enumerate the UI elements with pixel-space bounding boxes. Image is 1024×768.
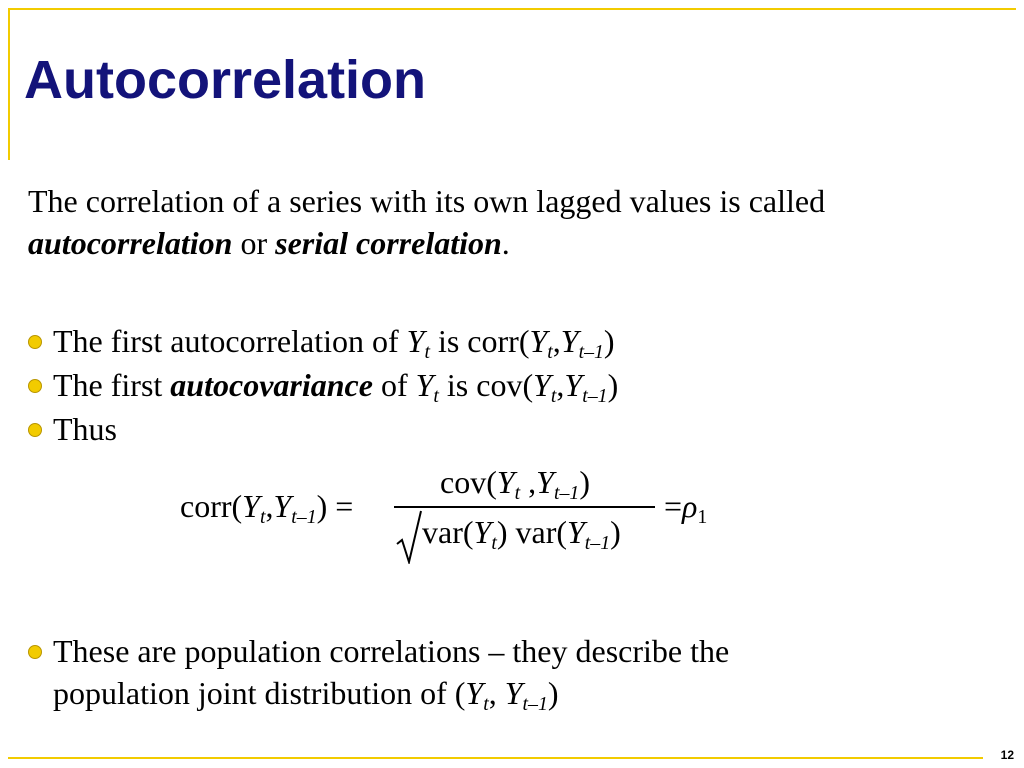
formula-numerator: $cov(Y_t$ $,Y_{t-1}$)	[440, 464, 590, 504]
bullet-thus: Thus	[28, 408, 117, 450]
intro-paragraph	[28, 180, 988, 264]
formula-rhs: $=\rho_1$	[664, 488, 708, 528]
square-root-icon	[396, 510, 422, 564]
autocorrelation-formula	[180, 464, 740, 564]
formula-lhs: $corr(Y_t,Y_{t-1})$ =	[180, 488, 354, 528]
bullet-population-correlations: These are population correlations – they describe the population joint distribution of ($Y_t$, $Y_{t-1}$)	[28, 630, 968, 714]
intro-end: .	[501, 225, 510, 261]
slide-title: Autocorrelation	[24, 50, 427, 110]
bullet-dot-icon	[28, 645, 42, 659]
fraction-bar	[394, 506, 655, 508]
bullet-first-autocovariance: The first autocovariance of $Y_t$ is $cov(Y_t,Y_{t-1})$	[28, 364, 618, 406]
side-rule	[8, 8, 10, 160]
bullet-dot-icon	[28, 379, 42, 393]
formula-denominator: $var(Y_t)$ $var(Y_{t-1})$	[422, 514, 621, 554]
page-number: 12	[1000, 748, 1014, 762]
bullet-first-autocorrelation: The first autocorrelation of $Y_t$ is $corr(Y_t,Y_{t-1})$	[28, 320, 615, 362]
intro-lead: The correlation of a series with its own lagged values is called	[28, 183, 826, 219]
term-autocovariance: autocovariance	[170, 367, 373, 403]
bottom-rule	[8, 757, 983, 759]
term-serial-correlation: serial correlation	[275, 225, 502, 261]
top-rule	[8, 8, 1016, 10]
bullet-dot-icon	[28, 423, 42, 437]
term-autocorrelation: autocorrelation	[28, 225, 233, 261]
intro-connector: or	[240, 225, 268, 261]
bullet-dot-icon	[28, 335, 42, 349]
